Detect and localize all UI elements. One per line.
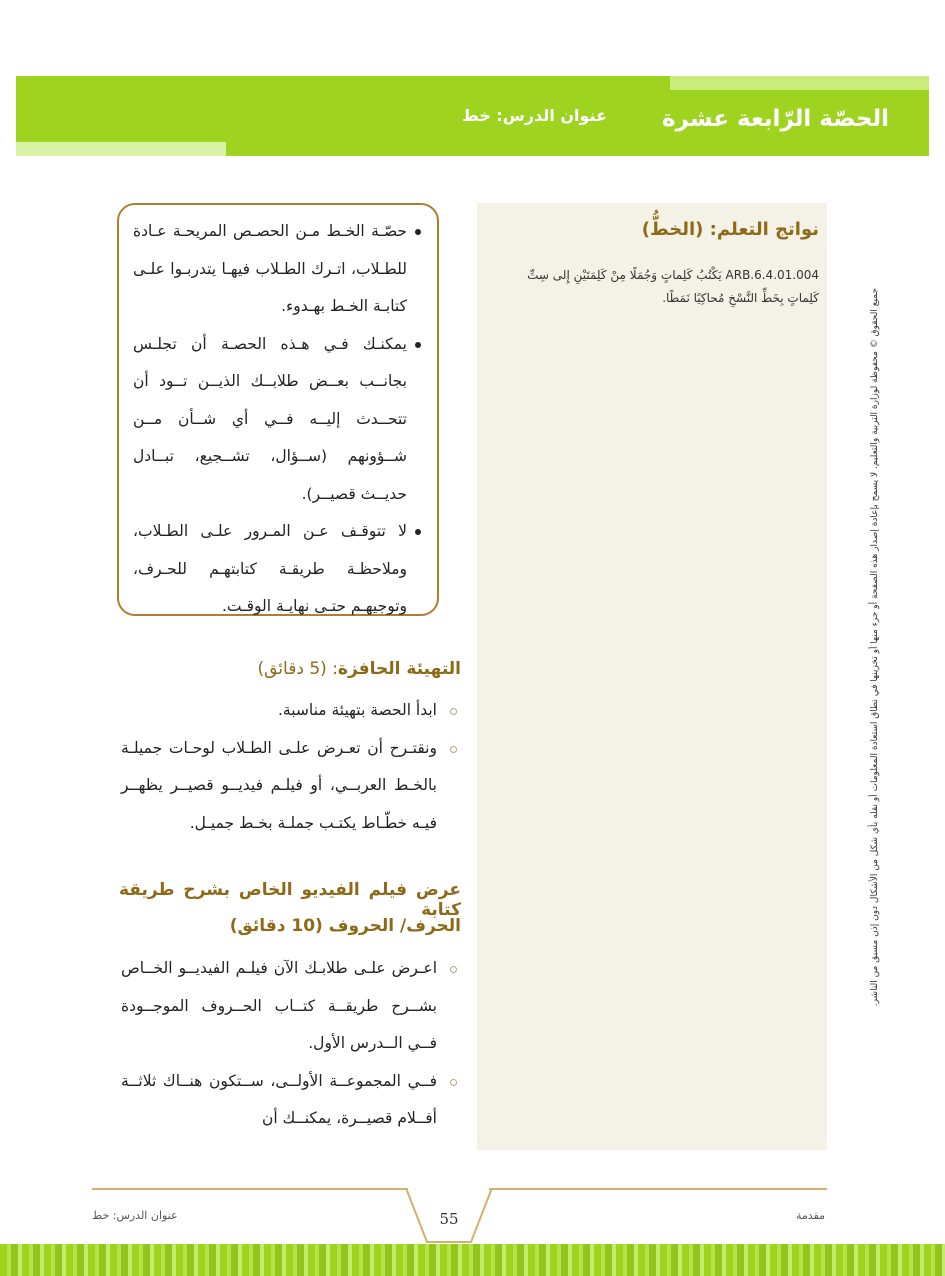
page-number: 55 [439, 1210, 459, 1228]
warmup-item: ونقتـرح أن تعـرض علـى الطـلاب لوحـات جميلـة بالخـط العربــي، أو فيلـم فيديــو قصيــر يظهــر فيـه خطّـاط يكتـب جملـة بخـط جميـل. [121, 730, 461, 843]
tip-item: لا تتوقـف عـن المـرور علـى الطـلاب، وملاحظـة طريقـة كتابتهـم للحـرف، وتوجيهـم حتـى نهايـة الوقـت. [133, 513, 407, 626]
video-list [121, 950, 461, 1138]
header-band-tab [670, 76, 929, 90]
footer-pattern-strip [0, 1244, 945, 1276]
warmup-duration: : (5 دقائق) [257, 659, 338, 679]
tip-item: حصّـة الخـط مـن الحصـص المريحـة عـادة للطـلاب، اتـرك الطـلاب فيهـا يتدربـوا علـى كتابـة الخـط بهـدوء. [133, 213, 407, 326]
outcome-text: يَكْتُبُ كَلِماتٍ وَجُمَلًا مِنْ كَلِمَتَيْنِ إِلى سِتِّ كَلِماتٍ بِخَطِّ النَّسْخِ مُحاكِيًا نَمَطًا. [527, 268, 819, 305]
copyright-notice-wrapper [868, 288, 882, 1007]
video-item: اعـرض علـى طلابـك الآن فيلـم الفيديــو الخــاص بشــرح طريقــة كتــاب الحــروف الموجــودة فــي الــدرس الأول. [121, 950, 461, 1063]
video-heading-line1: عرض فيلم الفيديو الخاص بشرح طريقة كتابة [119, 880, 461, 920]
header-band-accent [16, 142, 226, 156]
tip-item: يمكنـك فـي هـذه الحصـة أن تجلـس بجانــب بعــض طلابــك الذيــن تــود أن تتحــدث إليــه فــي أي شــأن مــن شــؤونهم (ســؤال، تشــجيع، تبــادل حديــث قصيــر). [133, 326, 407, 514]
footer-line-right [489, 1188, 827, 1190]
teacher-tips-box [117, 203, 439, 616]
lesson-title: عنوان الدرس: خط [462, 106, 607, 125]
outcome-item [499, 264, 819, 310]
copyright-notice: جميع الحقوق © محفوظة لوزارة التربية والتعليم. لا يسمح بإعادة إصدار هذه الصفحة أو جزء منها أو تخزينها في نطاق استعادة المعلومات أو نقله بأي شكل من الأشكال دون إذن مسبق من الناشر. [870, 288, 880, 1007]
lesson-session-title: الحصّة الرّابعة عشرة [661, 106, 889, 132]
outcomes-panel [477, 203, 827, 1150]
warmup-heading [258, 659, 462, 679]
outcome-code: ARB.6.4.01.004 [725, 268, 819, 282]
tips-list [133, 213, 423, 626]
video-heading-line2: الحرف/ الحروف (10 دقائق) [229, 916, 461, 936]
warmup-item: ابدأ الحصة بتهيئة مناسبة. [121, 692, 461, 730]
warmup-heading-text: التهيئة الحافزة [337, 659, 461, 679]
footer-section-name: مقدمة [795, 1209, 825, 1222]
video-item: فــي المجموعــة الأولــى، ســتكون هنــاك ثلاثــة أفــلام قصيــرة، يمكنــك أن [121, 1063, 461, 1138]
footer-lesson-title: عنوان الدرس: خط [92, 1209, 178, 1222]
warmup-list [121, 692, 461, 842]
outcomes-title: نواتج التعلم: (الخطُّ) [641, 219, 819, 240]
footer-line-left [92, 1188, 408, 1190]
